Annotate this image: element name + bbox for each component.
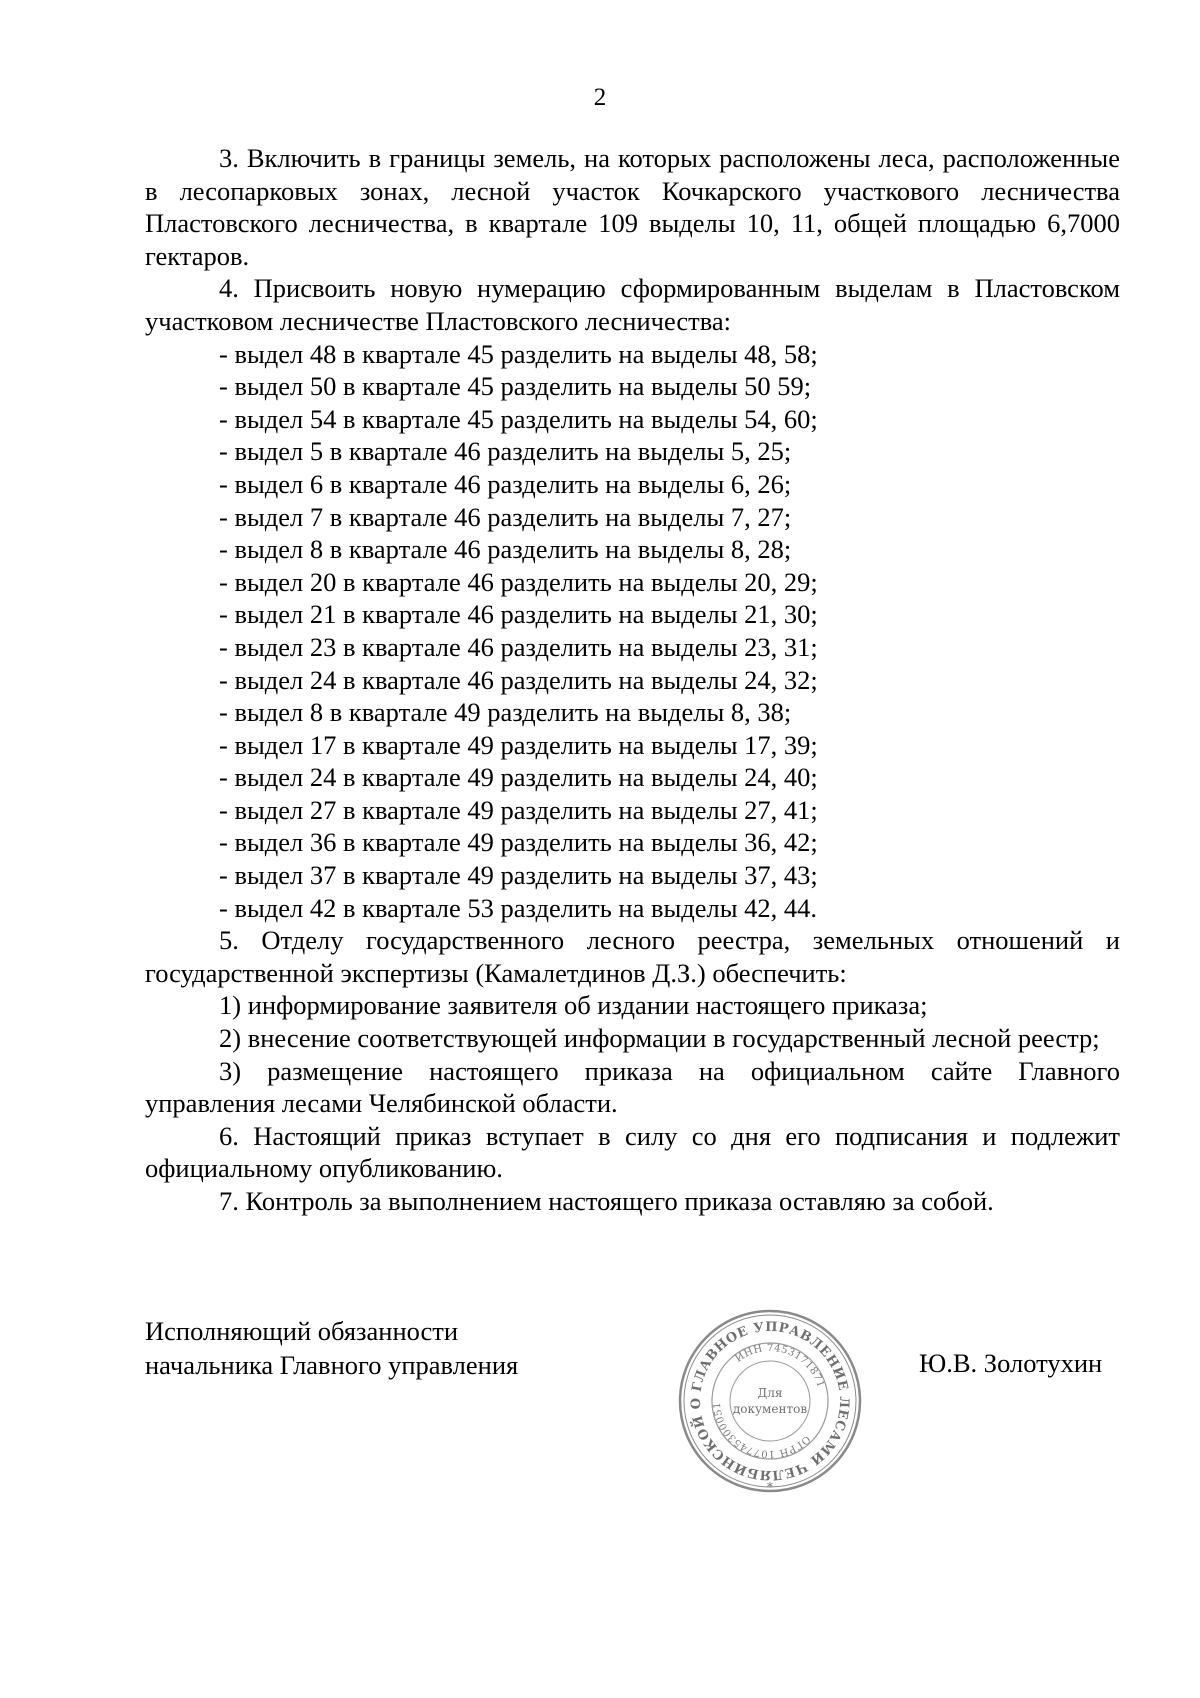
official-seal-stamp xyxy=(676,1307,864,1495)
list-item: - выдел 23 в квартале 46 разделить на выделы 23, 31; xyxy=(219,631,818,662)
list-item: - выдел 20 в квартале 46 разделить на выделы 20, 29; xyxy=(219,566,818,597)
list-item: - выдел 36 в квартале 49 разделить на выделы 36, 42; xyxy=(219,827,818,858)
list-item: - выдел 21 в квартале 46 разделить на выделы 21, 30; xyxy=(219,599,818,630)
position-line-2: начальника Главного управления xyxy=(145,1350,519,1380)
document-body xyxy=(145,142,1120,1218)
seal-ogrn: ОГРН 107745300051 xyxy=(711,1401,812,1460)
seal-icon xyxy=(676,1307,864,1495)
paragraph-4: 4. Присвоить новую нумерацию сформированным выделам в Пластовском участковом лесничестве Пластовского лесничества: xyxy=(145,273,1120,336)
paragraph-3: 3. Включить в границы земель, на которых расположены леса, расположенные в лесопарковых зонах, лесной участок Кочкарского участкового лесничества Пластовского лесничества, в квартале 109 выделы 10, 11, общей площадью 6,7000 гектаров. xyxy=(145,143,1120,271)
paragraph-5-item-2: 2) внесение соответствующей информации в государственный лесной реестр; xyxy=(219,1023,1100,1054)
paragraph-5: 5. Отделу государственного лесного реестра, земельных отношений и государственной экспертизы (Камалетдинов Д.З.) обеспечить: xyxy=(145,925,1120,988)
paragraph-5-item-1: 1) информирование заявителя об издании настоящего приказа; xyxy=(219,990,928,1021)
seal-inn: ИНН 7453171871 xyxy=(733,1342,827,1390)
seal-center-line-2: документов xyxy=(732,1402,808,1416)
position-line-1: Исполняющий обязанности xyxy=(145,1316,459,1346)
list-item: - выдел 7 в квартале 46 разделить на выделы 7, 27; xyxy=(219,501,792,532)
list-item: - выдел 48 в квартале 45 разделить на выделы 48, 58; xyxy=(219,338,818,369)
list-item: - выдел 6 в квартале 46 разделить на выделы 6, 26; xyxy=(219,468,792,499)
list-item: - выдел 42 в квартале 53 разделить на выделы 42, 44. xyxy=(219,892,818,923)
paragraph-6: 6. Настоящий приказ вступает в силу со дня его подписания и подлежит официальному опубликованию. xyxy=(145,1120,1120,1184)
signatory-name: Ю.В. Золотухин xyxy=(919,1348,1103,1378)
paragraph-5-item-3: 3) размещение настоящего приказа на официальном сайте Главного управления лесами Челябинской области. xyxy=(145,1055,1120,1119)
paragraph-7: 7. Контроль за выполнением настоящего приказа оставляю за собой. xyxy=(219,1186,994,1216)
signatory-position xyxy=(145,1314,518,1382)
list-item: - выдел 24 в квартале 46 разделить на выделы 24, 32; xyxy=(219,664,818,695)
list-item: - выдел 24 в квартале 49 разделить на выделы 24, 40; xyxy=(219,762,818,793)
seal-center-line-1: Для xyxy=(757,1386,783,1400)
list-item: - выдел 8 в квартале 46 разделить на выделы 8, 28; xyxy=(219,534,792,565)
seal-ring-text: ГЛАВНОЕ УПРАВЛЕНИЕ ЛЕСАМИ ЧЕЛЯБИНСКОЙ О xyxy=(688,1319,852,1483)
list-item: - выдел 5 в квартале 46 разделить на выделы 5, 25; xyxy=(219,436,792,467)
list-item: - выдел 37 в квартале 49 разделить на выделы 37, 43; xyxy=(219,860,818,891)
list-item: - выдел 54 в квартале 45 разделить на выделы 54, 60; xyxy=(219,403,818,434)
renumbering-list xyxy=(145,338,1120,925)
page-number: 2 xyxy=(593,84,607,111)
list-item: - выдел 50 в квартале 45 разделить на выделы 50 59; xyxy=(219,371,812,402)
list-item: - выдел 27 в квартале 49 разделить на выделы 27, 41; xyxy=(219,794,818,825)
list-item: - выдел 17 в квартале 49 разделить на выделы 17, 39; xyxy=(219,729,818,760)
list-item: - выдел 8 в квартале 49 разделить на выделы 8, 38; xyxy=(219,697,792,728)
seal-star: * xyxy=(767,1480,773,1494)
